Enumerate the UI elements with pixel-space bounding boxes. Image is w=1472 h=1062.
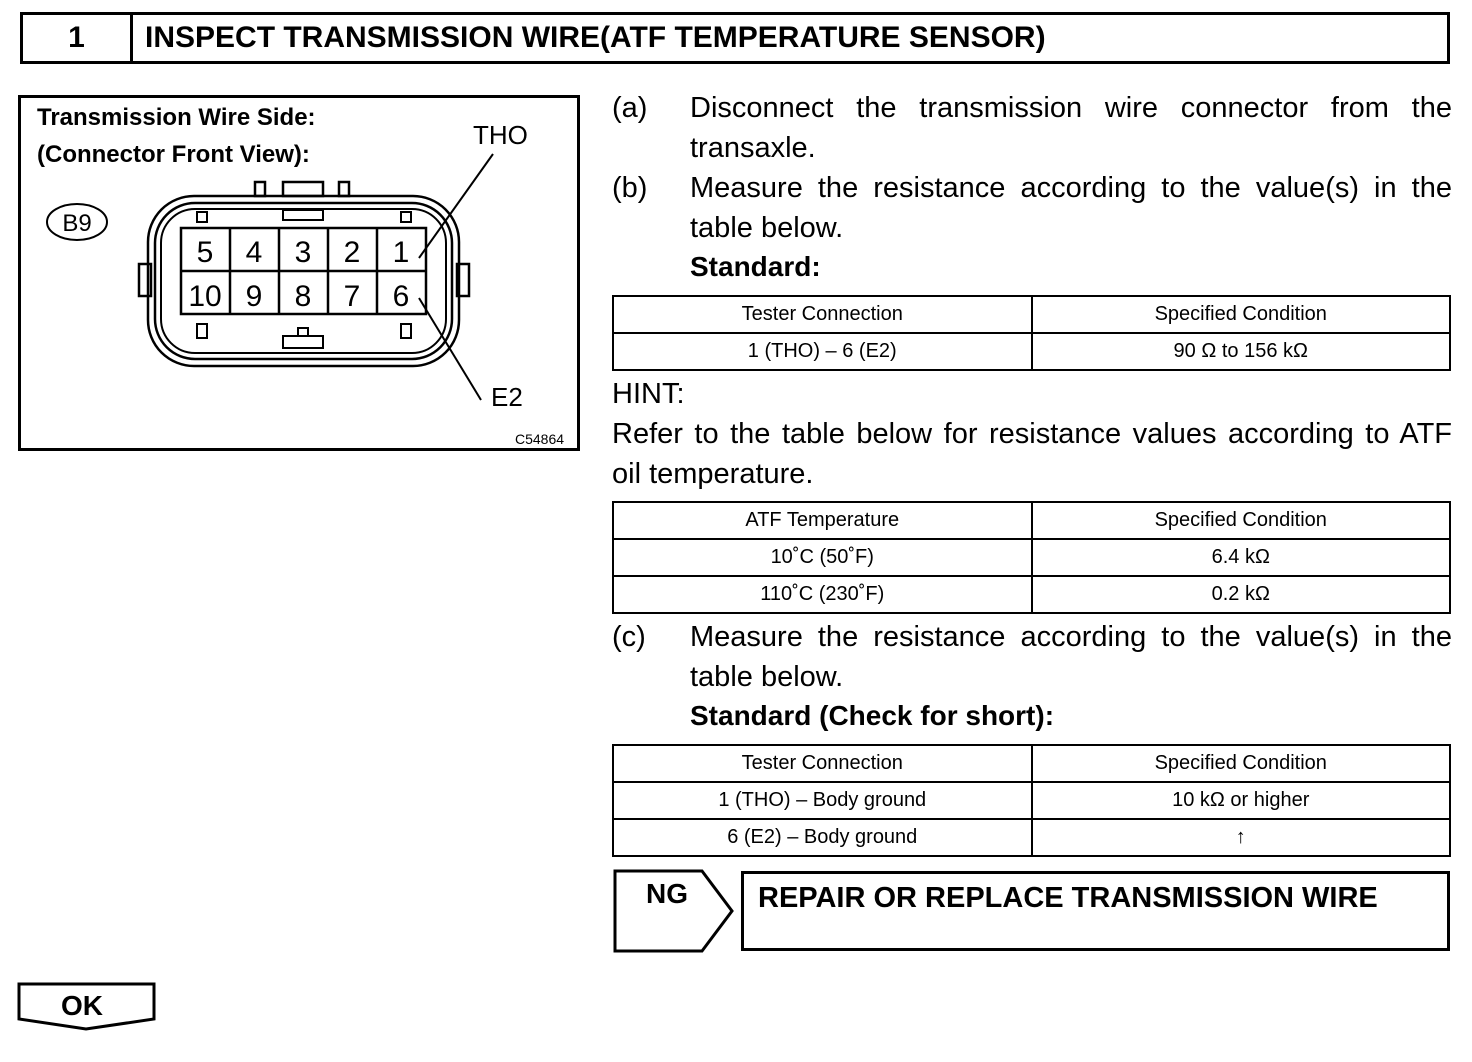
ng-action-box: REPAIR OR REPLACE TRANSMISSION WIRE bbox=[741, 871, 1450, 951]
table-cell: 10˚C (50˚F) bbox=[613, 539, 1032, 576]
pin-label: 9 bbox=[245, 280, 263, 313]
figure-code: C54864 bbox=[515, 431, 565, 447]
table-row bbox=[613, 576, 1450, 613]
step-header bbox=[20, 12, 1450, 64]
table-header-cell: ATF Temperature bbox=[613, 502, 1032, 539]
pin-label: 2 bbox=[343, 236, 361, 269]
figure-caption-line1: Transmission Wire Side: bbox=[37, 104, 316, 131]
step-b bbox=[612, 168, 1452, 248]
connector-id: B9 bbox=[62, 210, 92, 237]
temperature-table bbox=[612, 501, 1451, 614]
step-a-text: Disconnect the transmission wire connector from the transaxle. bbox=[690, 92, 1452, 164]
standard-heading: Standard: bbox=[690, 251, 821, 282]
table-header-cell: Tester Connection bbox=[613, 745, 1032, 782]
pin-label: 1 bbox=[392, 236, 410, 269]
table-cell: ↑ bbox=[1032, 819, 1451, 856]
pin-label: 6 bbox=[392, 280, 410, 313]
pin-label: 10 bbox=[188, 280, 222, 313]
step-a-label: (a) bbox=[612, 92, 648, 124]
table-cell: 90 Ω to 156 kΩ bbox=[1032, 333, 1451, 370]
tho-label: THO bbox=[473, 120, 528, 150]
table-header-cell: Tester Connection bbox=[613, 296, 1032, 333]
table-header-cell: Specified Condition bbox=[1032, 296, 1451, 333]
hint-text: Refer to the table below for resistance values according to ATF oil temperature. bbox=[612, 418, 1452, 490]
table-header-row bbox=[613, 502, 1450, 539]
step-c bbox=[612, 617, 1452, 697]
short-check-heading: Standard (Check for short): bbox=[690, 700, 1055, 731]
ok-label: OK bbox=[61, 990, 103, 1021]
pin-label: 7 bbox=[343, 280, 361, 313]
step-b-label: (b) bbox=[612, 172, 648, 204]
table-header-cell: Specified Condition bbox=[1032, 745, 1451, 782]
e2-label: E2 bbox=[491, 382, 523, 412]
step-c-text: Measure the resistance according to the value(s) in the table below. bbox=[690, 621, 1452, 693]
step-title: INSPECT TRANSMISSION WIRE(ATF TEMPERATURE SENSOR) bbox=[145, 21, 1046, 54]
table-cell: 1 (THO) – Body ground bbox=[613, 782, 1032, 819]
resistance-table bbox=[612, 295, 1451, 371]
step-c-label: (c) bbox=[612, 621, 646, 653]
table-cell: 6.4 kΩ bbox=[1032, 539, 1451, 576]
table-header-cell: Specified Condition bbox=[1032, 502, 1451, 539]
step-a bbox=[612, 88, 1452, 168]
table-cell: 6 (E2) – Body ground bbox=[613, 819, 1032, 856]
connector-figure bbox=[18, 95, 580, 451]
table-header-row bbox=[613, 745, 1450, 782]
hint-label: HINT: bbox=[612, 378, 685, 410]
table-cell: 10 kΩ or higher bbox=[1032, 782, 1451, 819]
pin-label: 3 bbox=[294, 236, 312, 269]
pin-label: 5 bbox=[196, 236, 214, 269]
table-cell: 1 (THO) – 6 (E2) bbox=[613, 333, 1032, 370]
table-row bbox=[613, 819, 1450, 856]
ng-label: NG bbox=[646, 878, 688, 909]
table-header-row bbox=[613, 296, 1450, 333]
short-check-table bbox=[612, 744, 1451, 857]
table-row bbox=[613, 539, 1450, 576]
table-cell: 110˚C (230˚F) bbox=[613, 576, 1032, 613]
step-number: 1 bbox=[23, 15, 133, 61]
pin-label: 8 bbox=[294, 280, 312, 313]
table-row bbox=[613, 333, 1450, 370]
step-b-text: Measure the resistance according to the value(s) in the table below. bbox=[690, 172, 1452, 244]
table-cell: 0.2 kΩ bbox=[1032, 576, 1451, 613]
figure-caption-line2: (Connector Front View): bbox=[37, 141, 310, 168]
pin-label: 4 bbox=[245, 236, 263, 269]
table-row bbox=[613, 782, 1450, 819]
